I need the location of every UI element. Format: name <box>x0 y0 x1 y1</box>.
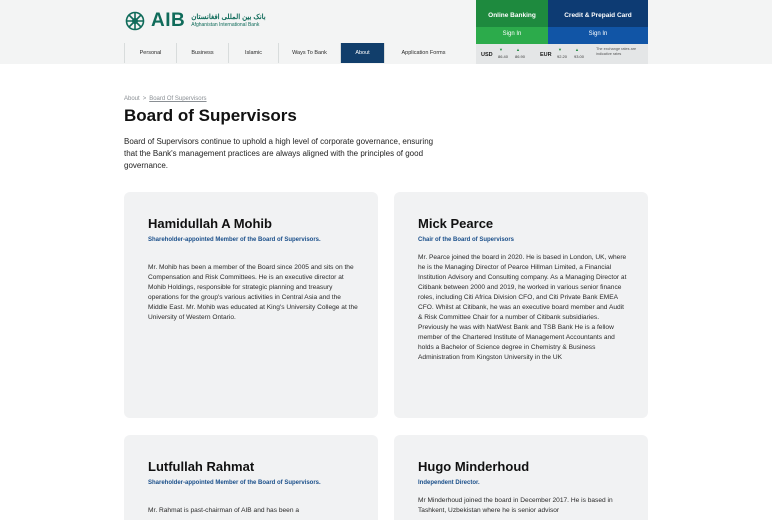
eur-buy-rate: 92.20 <box>557 54 568 59</box>
online-banking-title[interactable]: Online Banking <box>488 12 536 19</box>
logo-arabic-name: بانک بین المللی افغانستان <box>191 14 266 21</box>
logo[interactable] <box>124 10 266 32</box>
eur-sell-rate: 93.00 <box>574 54 585 59</box>
member-bio: Mr Minderhoud joined the board in December 2017. He is based in Tashkent, Uzbekistan where he is senior advisor <box>418 497 613 514</box>
page-title: Board of Supervisors <box>124 106 297 125</box>
member-card <box>124 435 378 520</box>
logo-subtitle <box>191 13 266 29</box>
member-card <box>394 192 648 418</box>
breadcrumb-current[interactable]: Board Of Supervisors <box>149 96 207 102</box>
online-banking-sign-in-button[interactable]: Sign In <box>502 31 522 37</box>
member-bio: Mr. Rahmat is past-chairman of AIB and has been a <box>148 507 300 514</box>
member-bio: Mr. Mohib has been a member of the Board since 2005 and sits on the Compensation and Risk Committees. He is an executive director at Mohib Holdings, responsible for strategic planning and treasury operations for the group's various activities in Central Asia and the Middle East. Mr. Mohib was educated at King's University College at the University of Western Ontario. <box>148 264 358 321</box>
member-name: Hamidullah A Mohib <box>148 216 272 231</box>
eur-code: EUR <box>540 52 552 58</box>
member-role: Shareholder-appointed Member of the Board of Supervisors. <box>148 480 321 486</box>
nav-personal[interactable]: Personal <box>124 43 176 63</box>
nav-ways-to-bank[interactable]: Ways To Bank <box>278 43 340 63</box>
member-name: Lutfullah Rahmat <box>148 459 255 474</box>
sell-arrow-icon: ▲ <box>516 47 520 52</box>
logo-english-name: Afghanistan International Bank <box>191 22 260 28</box>
logo-wordmark: AIB <box>151 10 186 31</box>
aib-emblem-icon <box>124 10 146 32</box>
buy-arrow-icon: ▼ <box>499 47 503 52</box>
member-role: Independent Director. <box>418 480 480 486</box>
breadcrumb-separator: > <box>142 96 147 102</box>
buy-arrow-icon: ▼ <box>558 47 562 52</box>
nav-islamic[interactable]: Islamic <box>228 43 278 63</box>
nav-application-forms[interactable]: Application Forms <box>384 43 462 63</box>
usd-code: USD <box>481 52 493 58</box>
breadcrumb <box>124 96 207 102</box>
usd-sell-rate: 86.90 <box>515 54 526 59</box>
nav-business[interactable]: Business <box>176 43 228 63</box>
member-name: Hugo Minderhoud <box>418 459 530 474</box>
member-name: Mick Pearce <box>418 216 494 231</box>
nav-about[interactable]: About <box>340 43 384 63</box>
usd-buy-rate: 86.40 <box>498 54 509 59</box>
exchange-rates <box>476 44 648 64</box>
card-title[interactable]: Credit & Prepaid Card <box>564 12 632 19</box>
member-bio: Mr. Pearce joined the board in 2020. He is based in London, UK, where he is the Managing Director of Pearce Hillman Limited, a Financial Institution Advisory and Consulting company. As a Managing Director at Citibank between 2000 and 2019, he worked in various senior finance roles, including Citi Africa Division CFO, and Citi Private Bank EMEA CFO. Whilst at Citibank, he was an executive board member and Audit & Risk Committee Chair for a number of Citibank subsidiaries. Previously he was with NatWest Bank and TSB Bank He is a fellow member of the Chartered Institute of Management Accountants and holds a Bachelor of Science degree in Chemistry & Business Administration from Kingston University in the UK <box>418 254 627 361</box>
sell-arrow-icon: ▲ <box>575 47 579 52</box>
rates-disclaimer: The exchange rates are indicative rates <box>596 47 637 56</box>
member-role: Shareholder-appointed Member of the Board of Supervisors. <box>148 237 321 243</box>
member-card <box>394 435 648 520</box>
main-nav <box>124 43 462 63</box>
page-intro: Board of Supervisors continue to uphold a high level of corporate governance, ensuring that the Bank's management practices are always aligned with the principles of good governance. <box>124 137 434 170</box>
site-header <box>0 0 772 64</box>
breadcrumb-about[interactable]: About <box>124 96 140 102</box>
member-role: Chair of the Board of Supervisors <box>418 237 515 243</box>
banking-panel <box>476 0 648 64</box>
member-card <box>124 192 378 418</box>
card-sign-in-button[interactable]: Sign In <box>588 31 608 37</box>
